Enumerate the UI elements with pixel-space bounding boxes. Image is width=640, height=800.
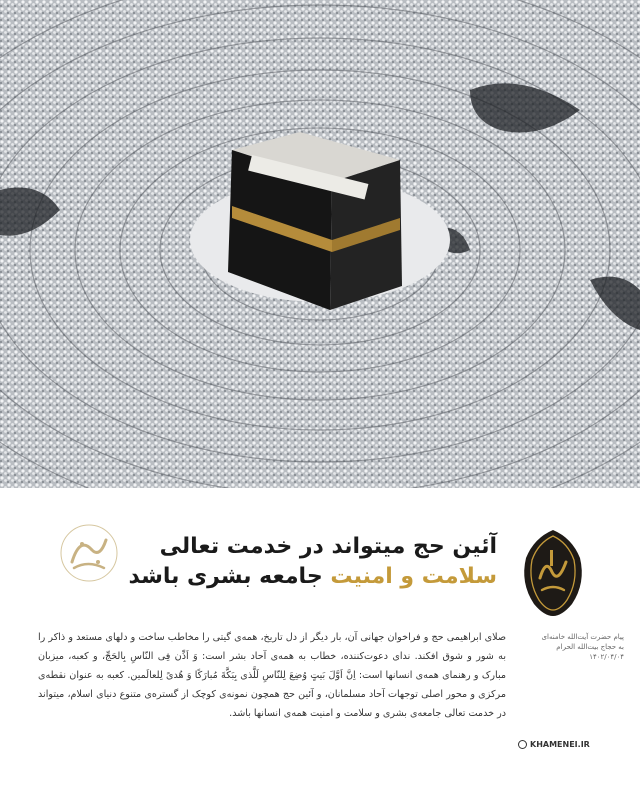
haj-calligraphy-logo-icon: [58, 522, 120, 584]
message-body: صلای ابراهیمی حج و فراخوان جهانی آن، بار دیگر از دل تاریخ، همه‌ی گیتی را مخاطب ساخت و دلهای مستعد و ذاکر را به شور و شوق افکند. ندای دعوت‌کننده، خطاب به همه‌ی آحاد بشر است: وَ اَذِّن فِی النّاسِ بِالحَجِّ، و کعبه، میزبان مبارک و رهنمای همه‌ی انسانها است: اِنَّ اَوَّلَ بَیتٍ وُضِعَ لِلنّاسِ لَلَّذی بِبَکَّةَ مُبارَکًا وَ هُدیً لِلعالَمین. کعبه به عنوان نقطه‌ی مرکزی و محور اصلی توجهات آحاد مسلمانان، و آئین حج همچون نمونه‌ی کوچک از گستره‌ی متنوع دنیای اسلام، میتواند در خدمت تعالی جامعه‌ی بشری و سلامت و امنیت همه‌ی انسانها باشد.: [38, 632, 506, 719]
site-logo: [518, 740, 590, 749]
attribution: [514, 632, 624, 662]
allahu-akbar-seal-icon: [520, 528, 586, 618]
headline-line-2: [128, 562, 497, 592]
site-url: KHAMENEI.IR: [530, 740, 590, 749]
attribution-line-2: به حجاج بیت‌الله الحرام: [556, 643, 624, 651]
headline: [128, 532, 497, 592]
headline-rest: جامعه بشری باشد: [128, 564, 331, 589]
headline-accent: سلامت و امنیت: [330, 564, 497, 589]
attribution-date: ۱۴۰۲/۰۴/۰۴: [589, 653, 624, 661]
headline-line-1: آئین حج میتواند در خدمت تعالی: [159, 534, 497, 559]
site-globe-icon: [518, 740, 527, 749]
attribution-line-1: پیام حضرت آیت‌الله خامنه‌ای: [541, 633, 624, 641]
